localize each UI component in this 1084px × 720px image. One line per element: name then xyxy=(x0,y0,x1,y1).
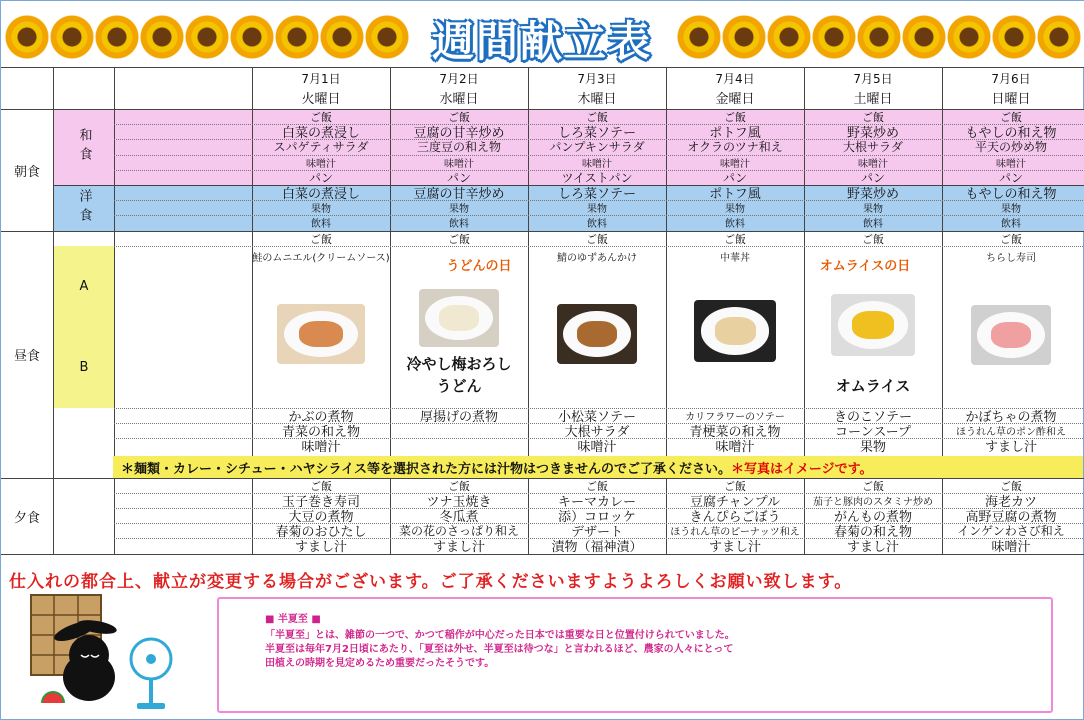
lunch-event-label: オムライスの日 xyxy=(819,259,911,274)
menu-item: 平天の炒め物 xyxy=(974,140,1047,154)
lunch-side: かぼちゃの煮物 xyxy=(965,410,1057,423)
label-breakfast: 朝食 xyxy=(13,164,40,180)
h-rule xyxy=(1,554,1084,555)
dinner-item: 玉子巻き寿司 xyxy=(281,495,360,508)
dinner-staple: ご飯 xyxy=(1000,479,1022,493)
day-date: 7月5日 xyxy=(853,71,893,86)
day-weekday: 火曜日 xyxy=(301,91,341,107)
menu-item: 味噌汁 xyxy=(858,159,888,170)
info-line: 田植えの時期を見定めるため重要だったそうです。 xyxy=(265,658,495,669)
menu-item: 豆腐の甘辛炒め xyxy=(413,126,505,139)
lunch-a-item: 鮭のムニエル(クリームソース) xyxy=(252,252,390,264)
sunflower-icon xyxy=(947,15,991,59)
menu-item: 豆腐の甘辛炒め xyxy=(413,187,505,200)
lunch-side: ほうれん草のポン酢和え xyxy=(956,427,1066,438)
lunch-side: カリフラワーのソテー xyxy=(685,412,785,423)
menu-item: 野菜炒め xyxy=(846,126,899,139)
menu-item: ご飯 xyxy=(724,110,746,124)
lunch-staple: ご飯 xyxy=(448,232,470,246)
menu-table xyxy=(1,67,1084,554)
day-weekday: 土曜日 xyxy=(853,91,893,107)
menu-item: 飲料 xyxy=(311,219,331,230)
day-weekday: 水曜日 xyxy=(439,91,479,107)
lunch-side: 果物 xyxy=(859,440,886,453)
v-rule xyxy=(114,67,115,554)
info-box xyxy=(217,597,1053,713)
page-title: 週間献立表 xyxy=(431,17,652,66)
menu-item: 味噌汁 xyxy=(444,159,474,170)
lunch-side: 青梗菜の和え物 xyxy=(689,425,781,438)
menu-item: パン xyxy=(860,171,885,185)
lunch-side: きのこソテー xyxy=(833,410,912,423)
food-photo xyxy=(694,300,776,362)
lunch-event-label: うどんの日 xyxy=(446,259,512,274)
day-date: 7月1日 xyxy=(301,71,341,86)
rabbit-fan-illustration xyxy=(27,591,177,715)
menu-item: 飲料 xyxy=(1001,219,1021,230)
food-photo xyxy=(971,305,1051,365)
dinner-item: ツナ玉焼き xyxy=(426,495,492,508)
menu-item: 大根サラダ xyxy=(843,140,903,154)
menu-item: パンプキンサラダ xyxy=(549,140,645,154)
lunch-b-dish: 冷やし梅おろし うどん xyxy=(406,355,512,395)
menu-item: 白菜の煮浸し xyxy=(281,126,360,139)
sunflower-icon xyxy=(677,15,721,59)
lunch-side xyxy=(390,423,528,438)
food xyxy=(439,305,479,331)
lunch-staple: ご飯 xyxy=(1000,232,1022,246)
label-dinner: 夕食 xyxy=(13,510,40,526)
notice-text: ＊麺類・カレー・シチュー・ハヤシライス等を選択された方には汁物はつきませんのでご了承ください。 xyxy=(121,461,731,477)
lunch-a-item: 中華丼 xyxy=(720,252,750,264)
dinner-staple: ご飯 xyxy=(310,479,332,493)
menu-item: 味噌汁 xyxy=(306,159,336,170)
food xyxy=(577,321,617,347)
menu-item: 味噌汁 xyxy=(996,159,1026,170)
dinner-item: 味噌汁 xyxy=(991,540,1031,553)
lunch-side: すまし汁 xyxy=(984,440,1037,453)
dinner-item: 春菊のおひたし xyxy=(275,525,367,538)
menu-item: 味噌汁 xyxy=(582,159,612,170)
label-western: 洋食 xyxy=(76,189,92,227)
menu-item: ご飯 xyxy=(862,110,884,124)
food xyxy=(852,311,894,338)
lunch-side: 厚揚げの煮物 xyxy=(419,410,498,423)
dinner-item: 冬瓜煮 xyxy=(439,510,479,523)
menu-item: オクラのツナ和え xyxy=(687,140,783,154)
sunflower-icon xyxy=(230,15,274,59)
dinner-item: インゲンわさび和え xyxy=(957,524,1065,538)
dinner-item: キーマカレー xyxy=(557,495,636,508)
menu-item: もやしの和え物 xyxy=(965,187,1057,200)
dinner-staple: ご飯 xyxy=(862,479,884,493)
menu-item: もやしの和え物 xyxy=(965,126,1057,139)
lunch-b-dish: オムライス xyxy=(835,377,911,395)
menu-item: ご飯 xyxy=(310,110,332,124)
sunflower-row-right xyxy=(677,15,1081,59)
lunch-staple: ご飯 xyxy=(310,232,332,246)
lunch-side: 味噌汁 xyxy=(577,440,617,453)
sunflower-icon xyxy=(140,15,184,59)
sunflower-icon xyxy=(275,15,319,59)
lunch-a-item: 鯖のゆずあんかけ xyxy=(557,252,637,264)
info-line: 半夏至は毎年7月2日頃にあたり、「夏至は外せ、半夏至は待つな」と言われるほど、農家の人々にとって xyxy=(265,644,734,655)
label-lunch-b: B xyxy=(79,359,89,375)
lunch-side: 小松菜ソテー xyxy=(557,410,636,423)
v-rule xyxy=(53,67,54,554)
footer-message: 仕入れの都合上、献立が変更する場合がございます。ご了承くださいますようよろしくお願い致します。 xyxy=(9,572,853,592)
menu-item: スパゲティサラダ xyxy=(273,140,369,154)
dinner-item: 菜の花のさっぱり和え xyxy=(398,524,519,538)
day-date: 7月6日 xyxy=(991,71,1031,86)
h-rule xyxy=(1,67,1084,68)
lunch-staple: ご飯 xyxy=(586,232,608,246)
dinner-item: すまし汁 xyxy=(846,540,899,553)
day-date: 7月3日 xyxy=(577,71,617,86)
sunflower-icon xyxy=(857,15,901,59)
sunflower-icon xyxy=(992,15,1036,59)
info-title: ■ 半夏至 ■ xyxy=(265,614,321,625)
sunflower-icon xyxy=(50,15,94,59)
menu-item: 白菜の煮浸し xyxy=(281,187,360,200)
dinner-staple: ご飯 xyxy=(448,479,470,493)
food-photo xyxy=(831,294,915,356)
dinner-item: 漬物（福神漬） xyxy=(551,540,643,553)
menu-item: 三度豆の和え物 xyxy=(416,140,501,154)
menu-item: 果物 xyxy=(725,204,745,215)
lunch-side: 味噌汁 xyxy=(301,440,341,453)
menu-item: 飲料 xyxy=(449,219,469,230)
notice-bar xyxy=(113,456,1083,478)
sunflower-icon xyxy=(95,15,139,59)
dinner-item: 豆腐チャンプル xyxy=(689,495,781,508)
sunflower-icon xyxy=(812,15,856,59)
day-weekday: 木曜日 xyxy=(577,91,617,107)
info-line: 「半夏至」とは、雑節の一つで、かつて稲作が中心だった日本では重要な日と位置付けられていました。 xyxy=(265,630,735,641)
header xyxy=(1,1,1084,67)
food xyxy=(715,317,756,344)
menu-item: ご飯 xyxy=(448,110,470,124)
menu-item: 味噌汁 xyxy=(720,159,750,170)
lunch-a-item: ちらし寿司 xyxy=(986,252,1036,264)
menu-item: パン xyxy=(308,171,333,185)
label-lunch-a: A xyxy=(79,278,89,294)
menu-item: ご飯 xyxy=(1000,110,1022,124)
day-weekday: 金曜日 xyxy=(715,91,755,107)
menu-item: ツイストパン xyxy=(561,171,633,185)
menu-item: 飲料 xyxy=(725,219,745,230)
menu-item: 果物 xyxy=(1001,204,1021,215)
food xyxy=(299,321,343,347)
menu-item: しろ菜ソテー xyxy=(557,187,636,200)
dinner-item: きんぴらごぼう xyxy=(689,510,781,523)
dinner-item: 高野豆腐の煮物 xyxy=(965,510,1057,523)
dinner-item: 茄子と豚肉のスタミナ炒め xyxy=(813,497,933,508)
label-japanese: 和食 xyxy=(76,128,92,166)
sunflower-icon xyxy=(767,15,811,59)
menu-item: 果物 xyxy=(449,204,469,215)
food-photo xyxy=(557,304,637,364)
dinner-item: 大豆の煮物 xyxy=(288,510,354,523)
sunflower-icon xyxy=(722,15,766,59)
dinner-item: 添）コロッケ xyxy=(558,510,636,523)
lunch-side: 青菜の和え物 xyxy=(281,425,360,438)
lunch-side: 大根サラダ xyxy=(564,425,630,438)
menu-item: 果物 xyxy=(311,204,331,215)
dinner-item: 春菊の和え物 xyxy=(833,525,912,538)
lunch-side: かぶの煮物 xyxy=(288,410,354,423)
food-photo xyxy=(277,304,365,364)
dinner-item: ほうれん草のピーナッツ和え xyxy=(670,527,800,538)
food-photo xyxy=(419,289,499,347)
lunch-side: 味噌汁 xyxy=(715,440,755,453)
menu-item: 飲料 xyxy=(587,219,607,230)
sunflower-icon xyxy=(185,15,229,59)
sunflower-row-left xyxy=(5,15,409,59)
photo-note: ＊写真はイメージです。 xyxy=(730,461,873,477)
food xyxy=(991,322,1031,348)
dinner-item: がんもの煮物 xyxy=(833,510,912,523)
day-date: 7月2日 xyxy=(439,71,479,86)
menu-item: 野菜炒め xyxy=(846,187,899,200)
dinner-item: 海老カツ xyxy=(984,495,1037,508)
menu-item: ポトフ風 xyxy=(709,126,761,139)
sunflower-icon xyxy=(1037,15,1081,59)
sunflower-icon xyxy=(5,15,49,59)
sunflower-icon xyxy=(320,15,364,59)
lunch-staple: ご飯 xyxy=(862,232,884,246)
dinner-item: デザート xyxy=(570,525,623,538)
lunch-side: コーンスープ xyxy=(834,425,912,438)
sunflower-icon xyxy=(902,15,946,59)
dinner-staple: ご飯 xyxy=(586,479,608,493)
menu-item: ポトフ風 xyxy=(709,187,761,200)
dinner-item: すまし汁 xyxy=(432,540,485,553)
menu-item: 飲料 xyxy=(863,219,883,230)
day-date: 7月4日 xyxy=(715,71,755,86)
menu-item: ご飯 xyxy=(586,110,608,124)
lunch-side xyxy=(390,438,528,453)
day-weekday: 日曜日 xyxy=(991,91,1031,107)
lunch-staple: ご飯 xyxy=(724,232,746,246)
dinner-staple: ご飯 xyxy=(724,479,746,493)
menu-item: パン xyxy=(998,171,1023,185)
label-lunch: 昼食 xyxy=(13,348,40,364)
menu-item: 果物 xyxy=(863,204,883,215)
menu-item: 果物 xyxy=(587,204,607,215)
dinner-item: すまし汁 xyxy=(708,540,761,553)
sunflower-icon xyxy=(365,15,409,59)
menu-item: パン xyxy=(446,171,471,185)
menu-item: しろ菜ソテー xyxy=(557,126,636,139)
menu-item: パン xyxy=(722,171,747,185)
dinner-item: すまし汁 xyxy=(294,540,347,553)
